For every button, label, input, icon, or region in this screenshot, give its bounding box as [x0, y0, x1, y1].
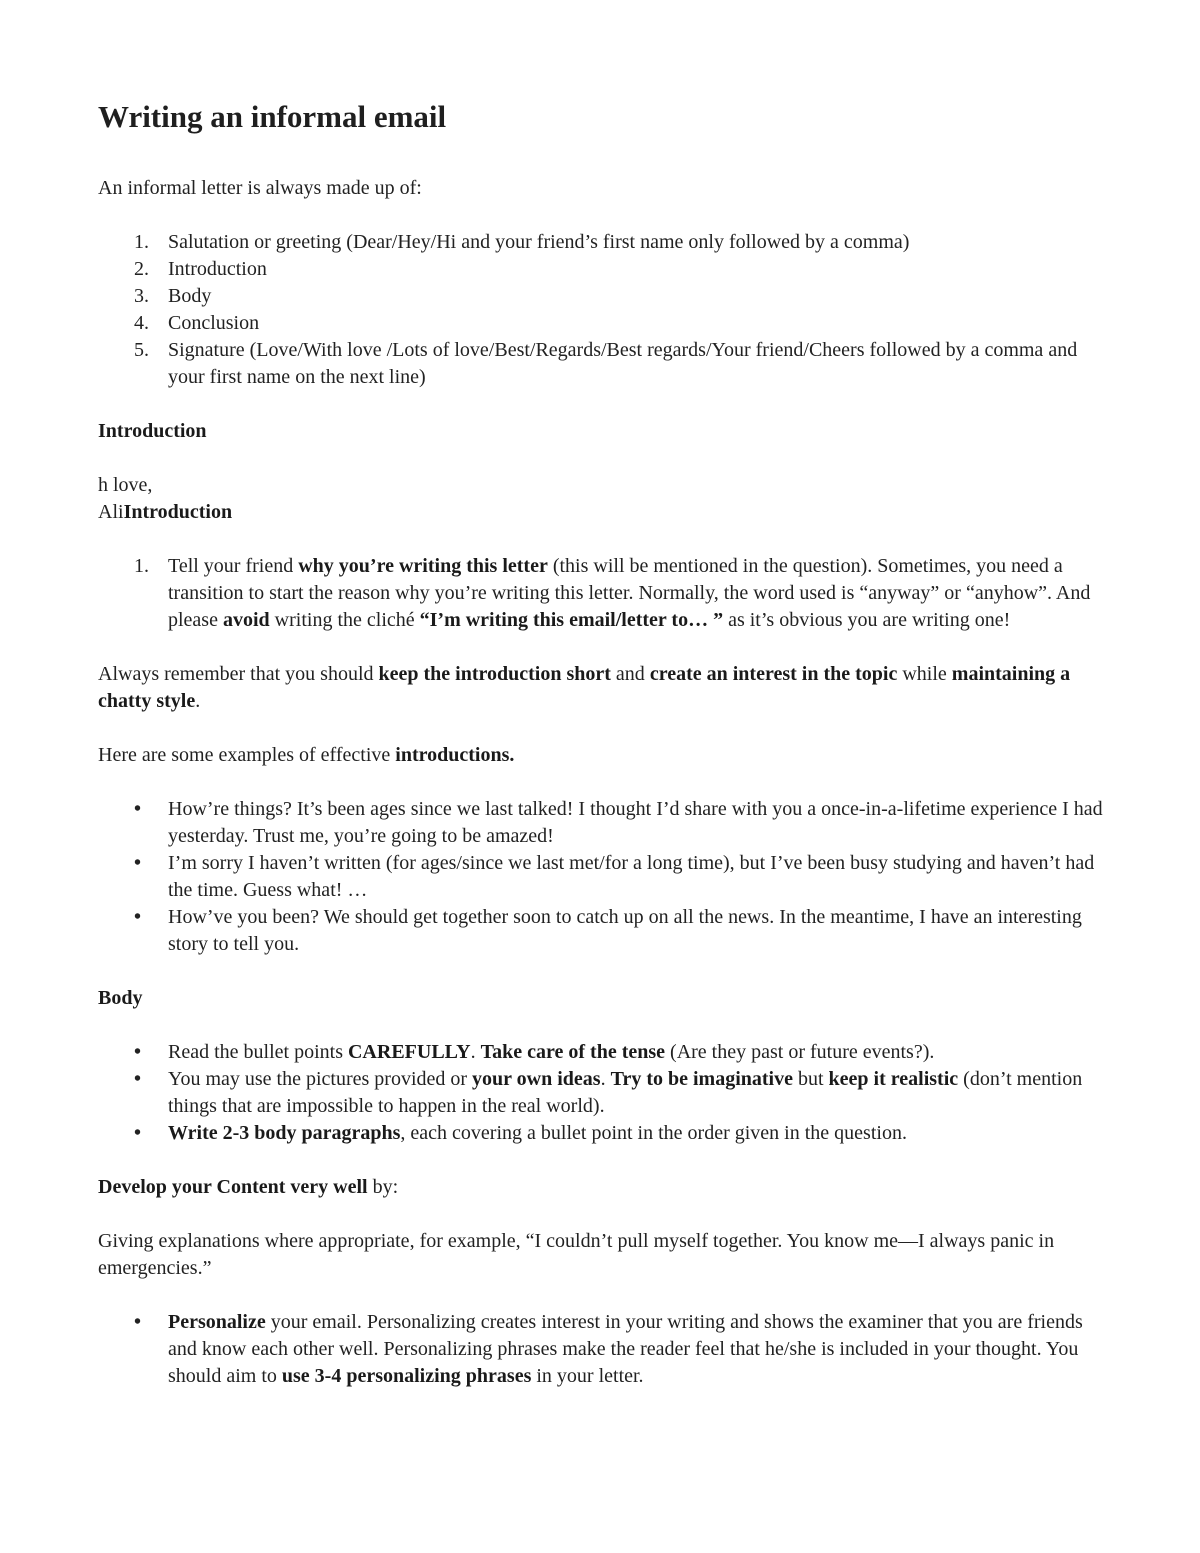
document-title: Writing an informal email — [98, 99, 447, 134]
list-number: 3. — [134, 285, 149, 308]
list-item: • Write 2-3 body paragraphs, each covering a bullet point in the order given in the question. — [98, 1120, 1108, 1147]
fragment-line-2: AliIntroduction — [98, 501, 233, 524]
giving-paragraph: Giving explanations where appropriate, for example, “I couldn’t pull myself together. You know me—I always panic in emergencies.” — [98, 1230, 1055, 1280]
list-item: 1. Salutation or greeting (Dear/Hey/Hi and your friend’s first name only followed by a comma) — [98, 229, 1108, 256]
document-page — [98, 98, 1108, 1390]
intro-steps-list — [98, 553, 1108, 634]
fragment-line-1: h love, — [98, 474, 153, 497]
bullet-icon: • — [134, 1068, 142, 1091]
list-number: 1. — [134, 231, 149, 254]
examples-line: Here are some examples of effective introductions. — [98, 744, 515, 767]
personalize-list — [98, 1309, 1108, 1390]
list-item: 3. Body — [98, 283, 1108, 310]
bullet-icon: • — [134, 906, 142, 929]
bullet-icon: • — [134, 1311, 142, 1334]
list-item: • How’ve you been? We should get together soon to catch up on all the news. In the meantime, I have an interesting story to tell you. — [134, 906, 1082, 956]
bullet-icon: • — [134, 1041, 142, 1064]
parts-list — [98, 229, 1108, 391]
remember-paragraph: Always remember that you should keep the introduction short and create an interest in the topic while maintaining a chatty style. — [98, 663, 1071, 713]
introduction-heading: Introduction — [98, 420, 207, 443]
list-item: • I’m sorry I haven’t written (for ages/since we last met/for a long time), but I’ve been busy studying and haven’t had the time. Guess what! … — [134, 852, 1095, 902]
develop-line: Develop your Content very well by: — [98, 1176, 399, 1199]
list-number: 4. — [134, 312, 149, 335]
body-list — [98, 1039, 1108, 1147]
list-item: 2. Introduction — [98, 256, 1108, 283]
list-number: 2. — [134, 258, 149, 281]
list-item: 4. Conclusion — [98, 310, 1108, 337]
list-item: • Personalize your email. Personalizing creates interest in your writing and shows the examiner that you are friends and know each other well. Personalizing phrases make the reader feel that he/she is included in your thought. You should aim to use 3-4 personalizing phrases in your letter. — [134, 1311, 1083, 1388]
bullet-icon: • — [134, 798, 142, 821]
bullet-icon: • — [134, 1122, 142, 1145]
body-heading: Body — [98, 987, 143, 1010]
list-item: • How’re things? It’s been ages since we last talked! I thought I’d share with you a once-in-a-lifetime experience I had yesterday. Trust me, you’re going to be amazed! — [134, 798, 1103, 848]
intro-line: An informal letter is always made up of: — [98, 177, 422, 200]
bullet-icon: • — [134, 852, 142, 875]
list-item: 1. Tell your friend why you’re writing this letter (this will be mentioned in the question). Sometimes, you need a transition to start the reason why you’re writing this letter. Normally, the word used is “anyway” or “anyhow”. And please avoid writing the cliché “I’m writing this email/letter to… ” as it’s obvious you are writing one! — [134, 555, 1091, 632]
list-number: 5. — [134, 339, 149, 362]
list-item: • You may use the pictures provided or your own ideas. Try to be imaginative but keep it realistic (don’t mention things that are impossible to happen in the real world). — [134, 1068, 1083, 1118]
list-item: 5. Signature (Love/With love /Lots of love/Best/Regards/Best regards/Your friend/Cheers followed by a comma and your first name on the next line) — [134, 339, 1078, 389]
examples-list — [98, 796, 1108, 958]
list-item: • Read the bullet points CAREFULLY. Take care of the tense (Are they past or future events?). — [98, 1039, 1108, 1066]
list-number: 1. — [134, 555, 149, 578]
